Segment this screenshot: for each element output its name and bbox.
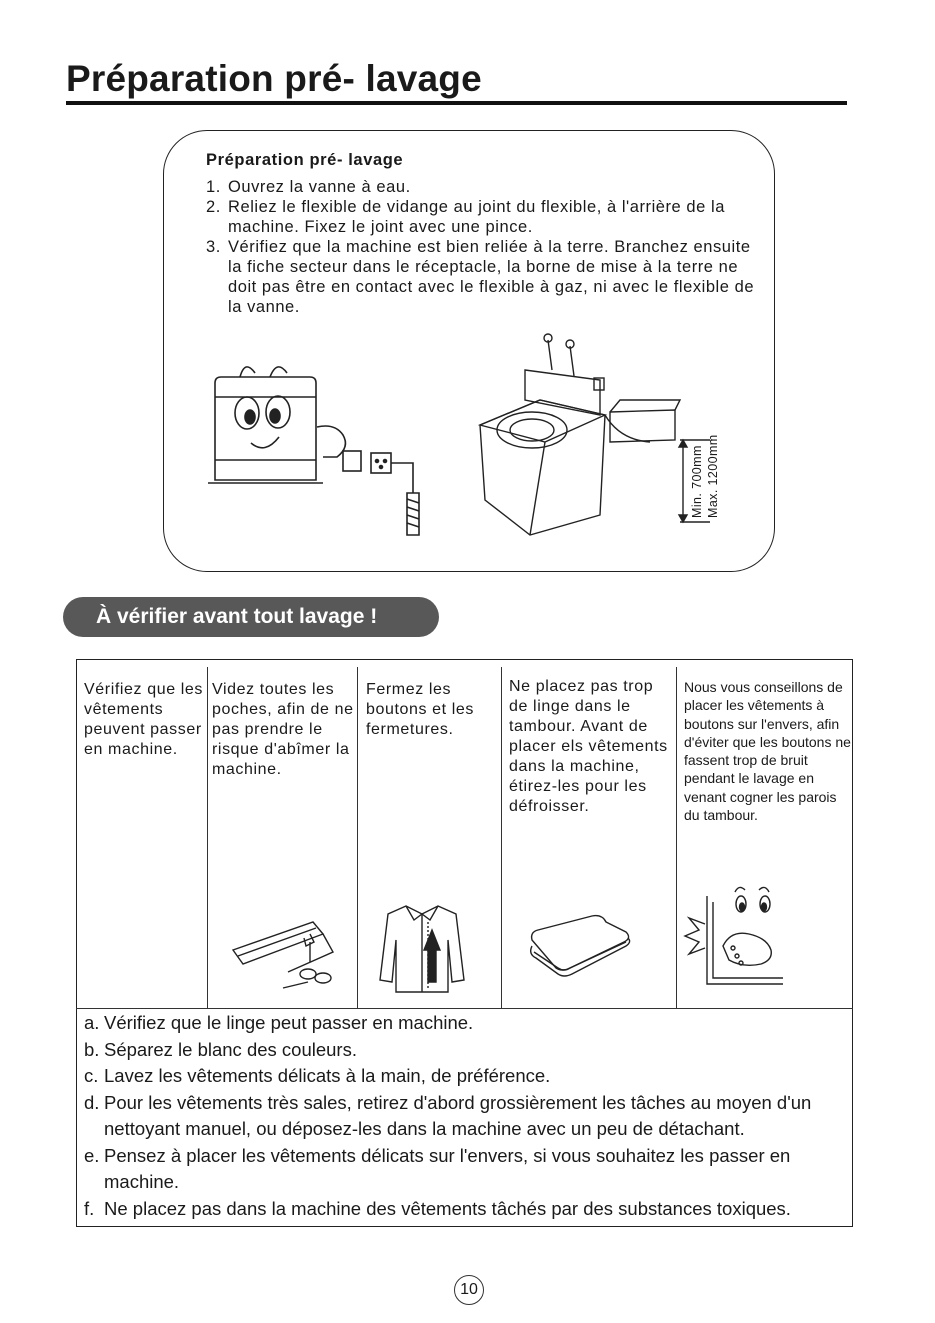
table-row-divider: [76, 1008, 853, 1009]
general-instructions: [84, 1010, 844, 1222]
item-letter: e.: [84, 1144, 100, 1166]
shirt-illustration: [378, 900, 466, 995]
height-min-label: Min. 700mm: [690, 445, 704, 518]
step-text: Vérifiez que la machine est bien reliée à la terre. Branchez ensuite la fiche secteur dans le réceptacle, la borne de mise à la terre ne doit pas être en contact avec le flexible à gaz, ni avec le flexible de la vanne.: [228, 238, 755, 316]
column-divider: [501, 667, 502, 1008]
check-cell: Ne placez pas trop de linge dans le tambour. Avant de placer els vêtements dans la machine, étirez-les pour les défroisser.: [509, 678, 668, 815]
preparation-heading: Préparation pré- lavage: [206, 151, 404, 169]
item-letter: a.: [84, 1012, 100, 1033]
preparation-steps: [206, 177, 766, 317]
column-divider: [207, 667, 208, 1008]
item-text: Ne placez pas dans la machine des vêtements tâchés par des substances toxiques.: [104, 1197, 791, 1219]
item-text: Séparez le blanc des couleurs.: [104, 1038, 357, 1060]
height-max-label: Max. 1200mm: [706, 434, 720, 518]
list-item: [84, 1010, 844, 1037]
check-banner: À vérifier avant tout lavage !: [63, 597, 439, 637]
preparation-step: [206, 237, 766, 317]
list-item: [84, 1037, 844, 1064]
item-letter: b.: [84, 1038, 100, 1060]
preparation-step: [206, 177, 766, 197]
pocket-contents-illustration: [228, 912, 338, 994]
check-cell: Vérifiez que les vêtements peuvent passer en machine.: [84, 681, 203, 758]
list-item: [84, 1196, 844, 1223]
list-item: [84, 1143, 844, 1196]
step-number: 2.: [206, 198, 221, 216]
buttons-noise-illustration: [683, 884, 793, 996]
item-letter: d.: [84, 1091, 100, 1113]
page-title: Préparation pré- lavage: [66, 58, 482, 99]
item-text: Lavez les vêtements délicats à la main, de préférence.: [104, 1065, 551, 1086]
step-text: Reliez le flexible de vidange au joint du flexible, à l'arrière de la machine. Fixez le joint avec une pince.: [228, 198, 725, 236]
item-letter: c.: [84, 1065, 99, 1086]
step-number: 1.: [206, 178, 221, 196]
step-number: 3.: [206, 238, 221, 256]
title-underline: [66, 101, 847, 105]
preparation-step: [206, 197, 766, 237]
page-number: 10: [454, 1275, 484, 1305]
item-text: Vérifiez que le linge peut passer en machine.: [104, 1012, 474, 1033]
list-item: [84, 1063, 844, 1090]
list-item: [84, 1090, 844, 1143]
item-text: Pensez à placer les vêtements délicats sur l'envers, si vous souhaitez les passer en machine.: [104, 1144, 791, 1192]
column-divider: [357, 667, 358, 1008]
column-divider: [676, 667, 677, 1008]
check-cell: Nous vous conseillons de placer les vêtements à boutons sur l'envers, afin d'éviter que les boutons ne fassent trop de bruit pendant le lavage en venant cogner les parois du tambour.: [684, 679, 851, 824]
step-text: Ouvrez la vanne à eau.: [228, 178, 411, 196]
check-cell: Fermez les boutons et les fermetures.: [366, 681, 475, 738]
check-cell: Videz toutes les poches, afin de ne pas prendre le risque d'abîmer la machine.: [212, 681, 354, 778]
plug-illustration: [205, 365, 430, 540]
item-letter: f.: [84, 1197, 95, 1219]
item-text: Pour les vêtements très sales, retirez d'abord grossièrement les tâches au moyen d'un nettoyant manuel, ou déposez-les dans la machine avec un peu de détachant.: [104, 1091, 812, 1139]
washing-machine-illustration: [470, 330, 715, 545]
folded-laundry-illustration: [522, 912, 632, 982]
